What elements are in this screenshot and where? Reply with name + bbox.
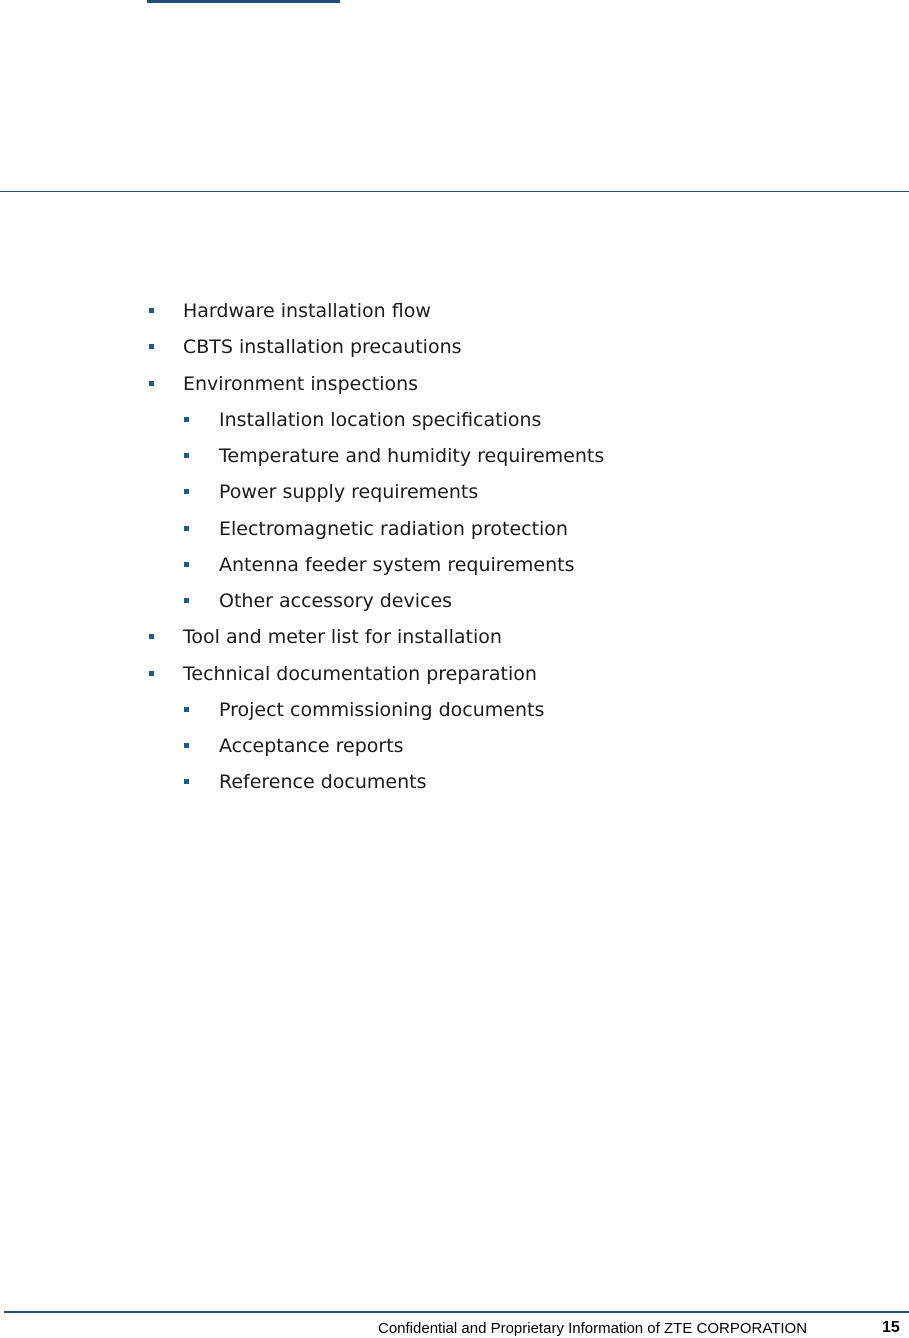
list-subitem-label: Acceptance reports (219, 735, 404, 757)
footer-confidentiality-notice: Confidential and Proprietary Information of ZTE CORPORATION (378, 1320, 808, 1337)
square-bullet-icon (149, 381, 154, 386)
list-item-label: CBTS installation precautions (183, 336, 462, 359)
list-subitem-label: Temperature and humidity requirements (219, 445, 605, 467)
square-bullet-icon (184, 417, 189, 422)
top-accent-bar (147, 0, 340, 3)
square-bullet-icon (149, 634, 154, 639)
square-bullet-icon (184, 598, 189, 603)
square-bullet-icon (184, 453, 189, 458)
list-subitem-label: Project commissioning documents (219, 698, 545, 721)
square-bullet-icon (184, 562, 189, 567)
square-bullet-icon (184, 779, 189, 784)
square-bullet-icon (149, 344, 154, 349)
list-subitem-label: Reference documents (219, 771, 427, 794)
list-item-label: Hardware installation flow (183, 300, 431, 322)
list-item-label: Environment inspections (183, 372, 419, 395)
list-subitem-label: Installation location specifications (219, 408, 542, 431)
square-bullet-icon (184, 743, 189, 748)
list-subitem-label: Electromagnetic radiation protection (219, 517, 568, 540)
square-bullet-icon (149, 308, 154, 313)
list-subitem-label: Other accessory devices (219, 590, 453, 612)
square-bullet-icon (184, 526, 189, 531)
square-bullet-icon (184, 707, 189, 712)
list-subitem-label: Antenna feeder system requirements (219, 553, 575, 576)
list-item-label: Tool and meter list for installation (183, 626, 502, 649)
list-item-label: Technical documentation preparation (183, 662, 537, 685)
square-bullet-icon (184, 489, 189, 494)
square-bullet-icon (149, 671, 154, 676)
page-number: 15 (882, 1319, 900, 1336)
header-divider (0, 191, 909, 192)
list-subitem-label: Power supply requirements (219, 481, 479, 504)
footer-divider (4, 1311, 909, 1313)
